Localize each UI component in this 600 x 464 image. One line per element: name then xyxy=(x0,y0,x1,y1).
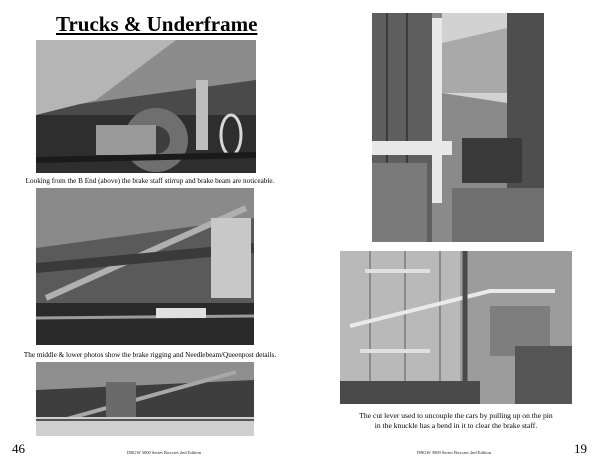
page-number-left: 46 xyxy=(12,441,25,456)
photo-brake-rigging xyxy=(36,188,254,345)
photo-truck-underside xyxy=(36,40,256,173)
right-page xyxy=(300,0,600,464)
page-number-right: 19 xyxy=(574,441,587,456)
caption-right-line-2: in the knuckle has a bend in it to clear the brake staff. xyxy=(374,421,538,430)
page-title: Trucks & Underframe xyxy=(56,12,258,36)
photo-needlebeam xyxy=(36,362,254,436)
photo-cut-lever xyxy=(340,251,572,404)
caption-middle: The middle & lower photos show the brake rigging and Needlebeam/Queenpost details. xyxy=(23,351,277,359)
footer-left: DRGW 3000 Series Boxcars 2nd Edition xyxy=(127,450,202,455)
photo-coupler-square xyxy=(372,13,544,242)
footer-right: DRGW 3000 Series Boxcars 2nd Edition xyxy=(417,450,492,455)
caption-right-line-1: The cut lever used to uncouple the cars by pulling up on the pin xyxy=(359,411,553,420)
caption-top: Looking from the B End (above) the brake staff stirrup and brake beam are noticeable. xyxy=(25,177,275,185)
